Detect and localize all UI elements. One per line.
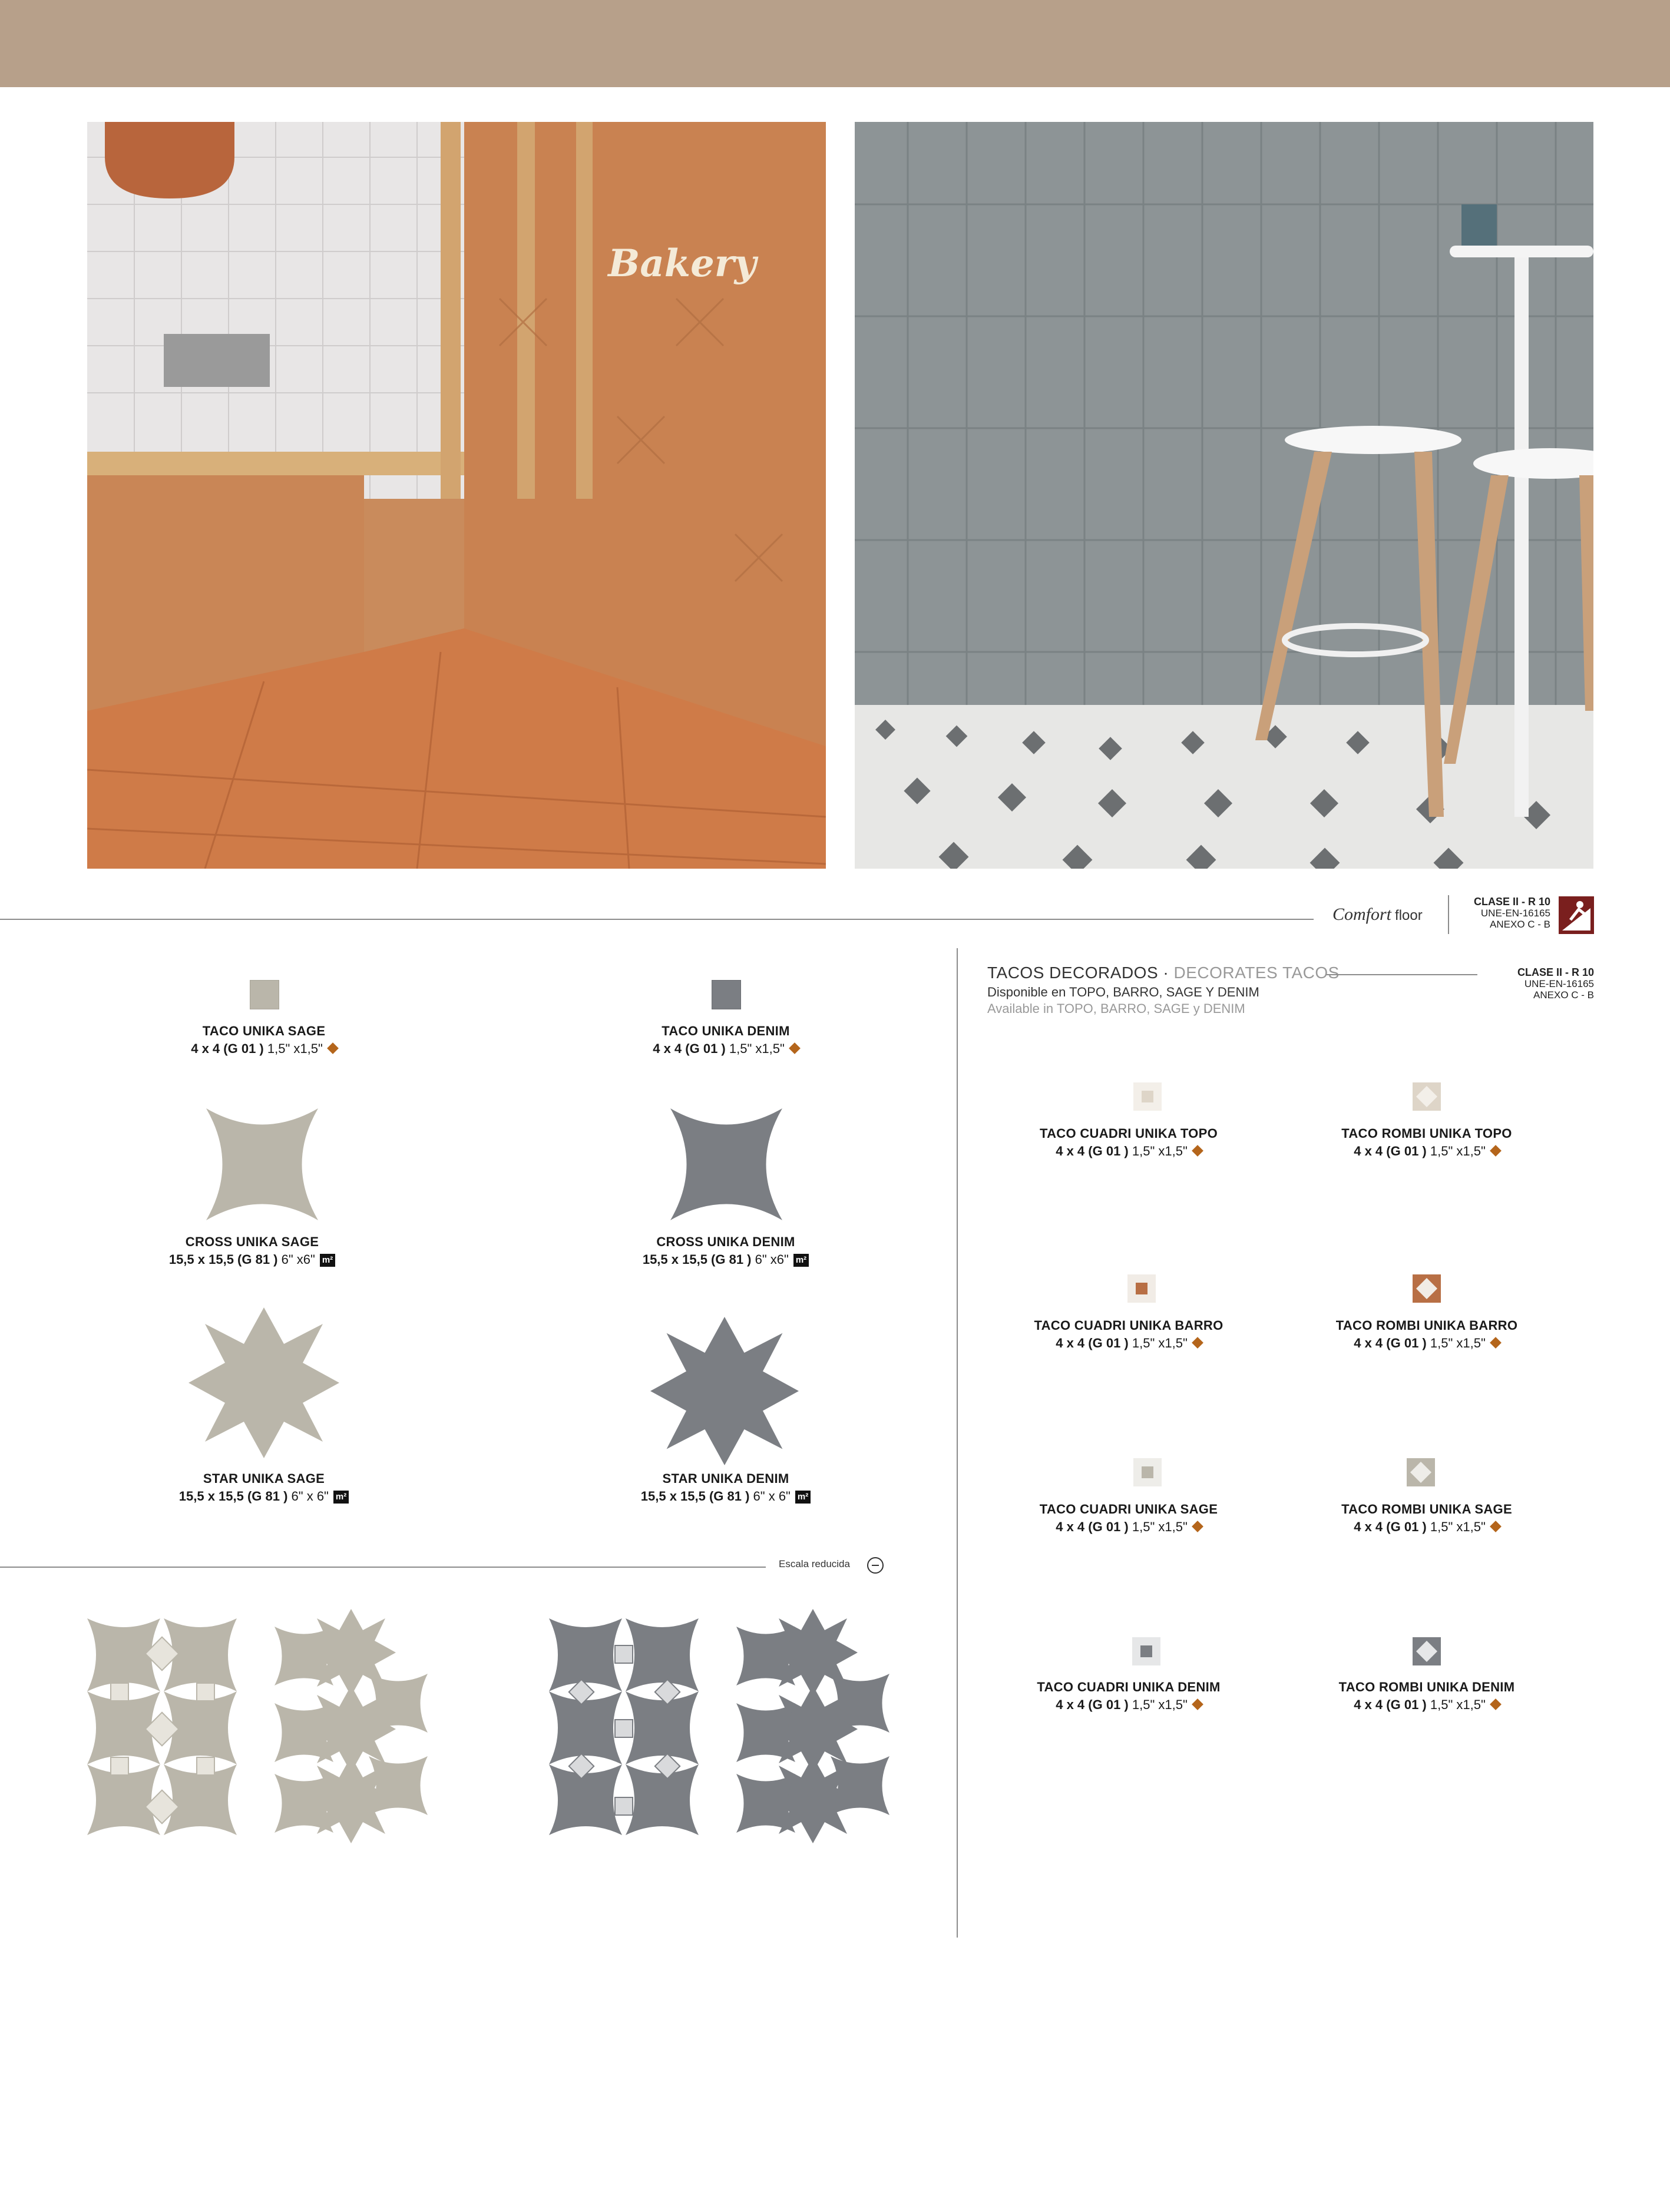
- product-name: TACO ROMBI UNIKA BARRO: [1335, 1318, 1518, 1333]
- section-rule: [0, 919, 1314, 920]
- sage-cross-taco-composition: [87, 1618, 237, 1835]
- availability-es: Disponible en TOPO, BARRO, SAGE Y DENIM: [987, 985, 1259, 999]
- product-spec: [975, 1335, 1282, 1352]
- product-spec: [975, 1143, 1282, 1160]
- spec-inches: 6" x 6": [749, 1489, 791, 1504]
- square-meter-badge: m²: [795, 1491, 811, 1504]
- spec-inches: 1,5" x1,5": [1128, 1144, 1188, 1158]
- spec-size: 4 x 4 (G 01 ): [1354, 1519, 1427, 1534]
- spec-size: 4 x 4 (G 01 ): [1056, 1144, 1129, 1158]
- product-star-sage: [75, 1470, 452, 1505]
- scale-label: Escala reducida: [779, 1558, 850, 1569]
- spec-size: 4 x 4 (G 01 ): [1354, 1336, 1427, 1350]
- spec-size: 15,5 x 15,5 (G 81 ): [640, 1489, 750, 1504]
- product-spec: [537, 1040, 914, 1058]
- availability-diamond-icon: [1490, 1698, 1502, 1710]
- product-spec: [537, 1488, 914, 1505]
- product-rombi-topo: [1274, 1125, 1580, 1160]
- spec-size: 4 x 4 (G 01 ): [1354, 1144, 1427, 1158]
- stools-ambience-photo: [855, 122, 1593, 869]
- product-name: TACO UNIKA SAGE: [202, 1024, 326, 1038]
- spec-inches: 6" x 6": [287, 1489, 329, 1504]
- title-en: DECORATES TACOS: [1173, 963, 1340, 982]
- cross-sage-tile: [206, 1108, 318, 1220]
- class-rating-block: [1437, 896, 1550, 930]
- product-name: STAR UNIKA DENIM: [662, 1471, 789, 1486]
- product-name: TACO UNIKA DENIM: [662, 1024, 790, 1038]
- availability-diamond-icon: [1490, 1521, 1502, 1532]
- rombi-barro-tile: [1413, 1274, 1441, 1303]
- bakery-ambience-photo: [87, 122, 826, 869]
- rombi-denim-tile: [1413, 1637, 1441, 1665]
- availability-diamond-icon: [1490, 1145, 1502, 1157]
- taco-sage-swatch: [250, 980, 279, 1009]
- spec-inches: 1,5" x1,5": [1128, 1519, 1188, 1534]
- cuadri-denim-tile: [1132, 1637, 1160, 1665]
- norm-label: UNE-EN-16165: [1524, 978, 1594, 989]
- denim-star-cross-composition: [725, 1609, 901, 1845]
- rombi-sage-tile: [1407, 1458, 1435, 1486]
- availability-diamond-icon: [1490, 1337, 1502, 1349]
- bakery-sign: Bakery: [608, 241, 756, 286]
- product-cuadri-denim: [975, 1678, 1282, 1714]
- availability-diamond-icon: [1192, 1337, 1203, 1349]
- cuadri-barro-tile: [1127, 1274, 1156, 1303]
- spec-size: 4 x 4 (G 01 ): [653, 1041, 726, 1056]
- product-rombi-sage: [1274, 1501, 1580, 1536]
- availability-diamond-icon: [327, 1042, 339, 1054]
- annex-label: ANEXO C - B: [1490, 919, 1550, 930]
- square-meter-badge: m²: [333, 1491, 349, 1504]
- spec-inches: 1,5" x1,5": [263, 1041, 323, 1056]
- availability-en: Available in TOPO, BARRO, SAGE y DENIM: [987, 1001, 1245, 1016]
- square-meter-badge: m²: [793, 1254, 809, 1267]
- decorates-title: [987, 963, 1340, 982]
- availability-diamond-icon: [1192, 1698, 1203, 1710]
- spec-size: 4 x 4 (G 01 ): [1354, 1697, 1427, 1712]
- product-rombi-barro: [1274, 1317, 1580, 1352]
- product-taco-denim: [537, 1022, 914, 1058]
- star-sage-tile: [189, 1307, 339, 1458]
- square-meter-badge: m²: [320, 1254, 335, 1267]
- minus-circle-icon: [867, 1557, 884, 1574]
- taco-denim-swatch: [712, 980, 741, 1009]
- cuadri-sage-tile: [1133, 1458, 1162, 1486]
- product-spec: [64, 1251, 441, 1269]
- product-name: TACO CUADRI UNIKA TOPO: [1040, 1126, 1218, 1141]
- rombi-topo-tile: [1413, 1082, 1441, 1111]
- slip-resistance-icon: [1559, 896, 1594, 934]
- product-name: TACO CUADRI UNIKA DENIM: [1037, 1680, 1221, 1694]
- product-name: TACO ROMBI UNIKA TOPO: [1341, 1126, 1512, 1141]
- product-cross-sage: [64, 1233, 441, 1269]
- product-spec: [75, 1488, 452, 1505]
- scale-rule: [0, 1567, 766, 1568]
- annex-label: ANEXO C - B: [1533, 989, 1594, 1001]
- product-cross-denim: [537, 1233, 914, 1269]
- spec-size: 15,5 x 15,5 (G 81 ): [168, 1252, 278, 1267]
- spec-inches: 1,5" x1,5": [1426, 1336, 1486, 1350]
- spec-inches: 6" x6": [751, 1252, 789, 1267]
- product-spec: [975, 1696, 1282, 1714]
- product-cuadri-topo: [975, 1125, 1282, 1160]
- star-denim-tile: [650, 1317, 799, 1465]
- spec-inches: 1,5" x1,5": [725, 1041, 785, 1056]
- comfort-script: Comfort: [1332, 905, 1392, 924]
- product-taco-sage: [75, 1022, 452, 1058]
- spec-inches: 1,5" x1,5": [1426, 1144, 1486, 1158]
- product-name: TACO CUADRI UNIKA SAGE: [1039, 1502, 1218, 1516]
- product-spec: [1274, 1143, 1580, 1160]
- comfort-floor-word: floor: [1395, 908, 1423, 923]
- top-color-band: [0, 0, 1670, 87]
- product-name: CROSS UNIKA DENIM: [656, 1234, 795, 1249]
- product-name: TACO ROMBI UNIKA SAGE: [1341, 1502, 1512, 1516]
- sage-star-cross-composition: [263, 1609, 439, 1845]
- spec-inches: 6" x6": [277, 1252, 315, 1267]
- availability-diamond-icon: [1192, 1145, 1203, 1157]
- product-star-denim: [537, 1470, 914, 1505]
- denim-cross-taco-composition: [549, 1618, 699, 1835]
- product-name: STAR UNIKA SAGE: [203, 1471, 325, 1486]
- spec-inches: 1,5" x1,5": [1426, 1697, 1486, 1712]
- product-spec: [975, 1518, 1282, 1536]
- product-name: CROSS UNIKA SAGE: [185, 1234, 319, 1249]
- column-divider: [957, 948, 958, 1938]
- product-rombi-denim: [1274, 1678, 1580, 1714]
- product-spec: [75, 1040, 452, 1058]
- cross-denim-tile: [670, 1108, 782, 1220]
- spec-inches: 1,5" x1,5": [1426, 1519, 1486, 1534]
- spec-inches: 1,5" x1,5": [1128, 1697, 1188, 1712]
- spec-size: 15,5 x 15,5 (G 81 ): [642, 1252, 752, 1267]
- spec-size: 4 x 4 (G 01 ): [1056, 1697, 1129, 1712]
- availability-diamond-icon: [1192, 1521, 1203, 1532]
- product-name: TACO CUADRI UNIKA BARRO: [1034, 1318, 1223, 1333]
- decorates-class-block: [1449, 967, 1594, 1001]
- norm-label: UNE-EN-16165: [1480, 908, 1550, 919]
- product-spec: [537, 1251, 914, 1269]
- title-es: TACOS DECORADOS: [987, 963, 1159, 982]
- product-cuadri-barro: [975, 1317, 1282, 1352]
- spec-inches: 1,5" x1,5": [1128, 1336, 1188, 1350]
- product-spec: [1274, 1518, 1580, 1536]
- product-spec: [1274, 1335, 1580, 1352]
- comfort-floor-logo: [1332, 905, 1423, 925]
- class-label: CLASE II - R 10: [1473, 896, 1550, 908]
- cuadri-topo-tile: [1133, 1082, 1162, 1111]
- spec-size: 4 x 4 (G 01 ): [1056, 1336, 1129, 1350]
- spec-size: 15,5 x 15,5 (G 81 ): [178, 1489, 288, 1504]
- spec-size: 4 x 4 (G 01 ): [1056, 1519, 1129, 1534]
- spec-size: 4 x 4 (G 01 ): [191, 1041, 264, 1056]
- product-cuadri-sage: [975, 1501, 1282, 1536]
- product-spec: [1274, 1696, 1580, 1714]
- product-name: TACO ROMBI UNIKA DENIM: [1338, 1680, 1515, 1694]
- class-label: CLASE II - R 10: [1517, 966, 1594, 978]
- title-separator: ·: [1158, 963, 1174, 982]
- availability-diamond-icon: [789, 1042, 801, 1054]
